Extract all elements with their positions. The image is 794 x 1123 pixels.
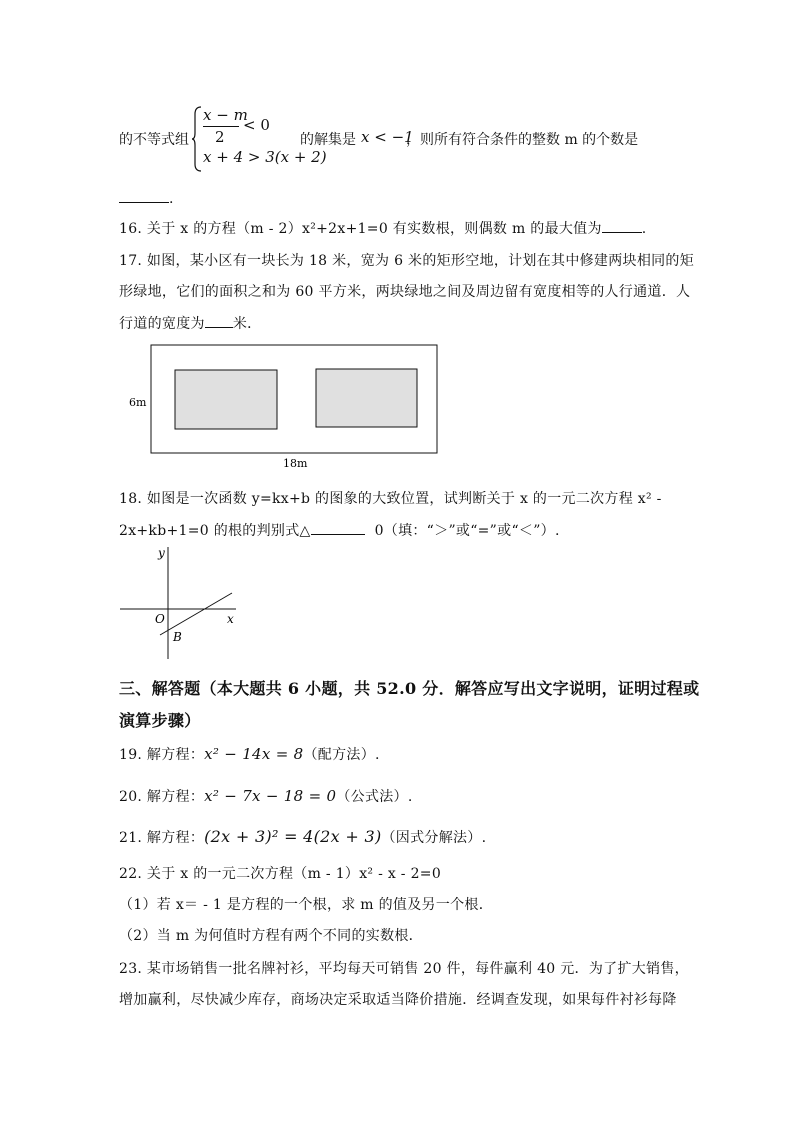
q18-line2: 2x+kb+1=0 的根的判别式△ 0（填：“＞”或“=”或“＜”）. xyxy=(119,520,560,540)
system-brace xyxy=(191,106,203,172)
section-three-heading: 三、解答题（本大题共 6 小题，共 52.0 分．解答应写出文字说明，证明过程或 xyxy=(119,679,700,698)
q21-equation: (2x + 3)² = 4(2x + 3) xyxy=(204,827,382,846)
point-b-label: B xyxy=(173,630,182,644)
width-label: 18m xyxy=(283,457,308,470)
q23-line2: 增加赢利，尽快减少库存，商场决定采取适当降价措施．经调查发现，如果每件衬衫每降 xyxy=(119,992,677,1008)
answer-blank[interactable] xyxy=(311,520,365,535)
q23-line1: 23. 某市场销售一批名牌衬衫，平均每天可销售 20 件，每件赢利 40 元．为了扩大销售， xyxy=(119,961,689,977)
y-axis-label: y xyxy=(158,546,165,560)
q17-line2: 形绿地，它们的面积之和为 60 平方米，两块绿地之间及周边留有宽度相等的人行通道．人 xyxy=(119,284,691,300)
section-three-heading-cont: 演算步骤） xyxy=(119,711,201,730)
q20-equation: x² − 7x − 18 = 0 xyxy=(204,787,337,805)
q18-graph xyxy=(118,543,248,663)
q20: 20. 解方程：x² − 7x − 18 = 0（公式法）. xyxy=(119,787,413,805)
q19-equation: x² − 14x = 8 xyxy=(204,745,304,763)
ineq1-numerator: x − m xyxy=(203,106,248,124)
q17-figure xyxy=(120,340,450,470)
q15-mid: 的解集是 xyxy=(300,132,356,148)
height-label: 6m xyxy=(129,396,147,409)
q15-prefix: 的不等式组 xyxy=(119,132,189,148)
q15-block xyxy=(119,104,719,176)
linear-function-line xyxy=(160,593,232,635)
x-axis-label: x xyxy=(227,612,234,626)
q22-line1: 22. 关于 x 的一元二次方程（m - 1）x² - x - 2=0 xyxy=(119,866,442,882)
origin-label: O xyxy=(155,612,165,626)
q15-answer-line: . xyxy=(119,188,174,207)
q19: 19. 解方程：x² − 14x = 8（配方法）. xyxy=(119,745,380,763)
ineq1-relation: < 0 xyxy=(243,116,270,134)
q15-solution: x < −1 xyxy=(361,128,414,146)
q15-suffix: ，则所有符合条件的整数 m 的个数是 xyxy=(406,132,639,148)
answer-blank[interactable] xyxy=(119,188,169,203)
fraction-bar xyxy=(203,126,239,127)
q17-line3: 行道的宽度为 米． xyxy=(119,313,261,333)
ineq1-denominator: 2 xyxy=(215,128,225,146)
q18-line1: 18. 如图是一次函数 y=kx+b 的图象的大致位置，试判断关于 x 的一元二次方程 x² - xyxy=(119,491,662,507)
green-plot-left xyxy=(175,370,277,429)
q16: 16. 关于 x 的方程（m - 2）x²+2x+1=0 有实数根，则偶数 m 的最大值为 . xyxy=(119,218,647,238)
q22-sub2: （2）当 m 为何值时方程有两个不同的实数根． xyxy=(119,928,423,944)
answer-blank[interactable] xyxy=(602,218,642,233)
green-plot-right xyxy=(316,369,417,427)
q17-line1: 17. 如图，某小区有一块长为 18 米，宽为 6 米的矩形空地，计划在其中修建两块相同的矩 xyxy=(119,253,695,269)
answer-blank[interactable] xyxy=(205,313,233,328)
q22-sub1: （1）若 x＝ - 1 是方程的一个根，求 m 的值及另一个根． xyxy=(119,897,494,913)
ineq2: x + 4 > 3(x + 2) xyxy=(203,148,327,166)
q21: 21. 解方程：(2x + 3)² = 4(2x + 3)（因式分解法）. xyxy=(119,827,487,846)
